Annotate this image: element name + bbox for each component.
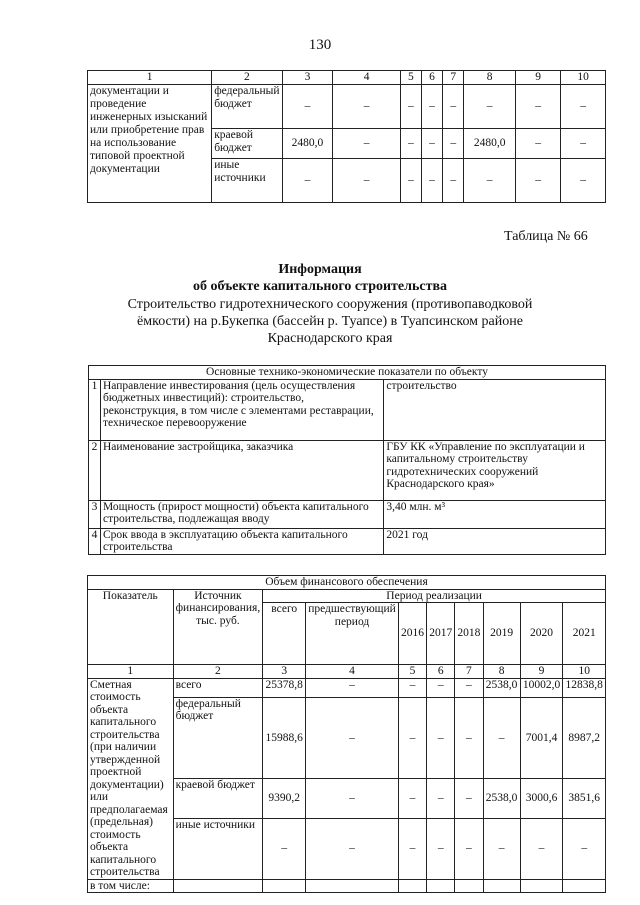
cont-header-cell: 3 (282, 71, 333, 85)
fin-value-cell: 8987,2 (563, 697, 606, 779)
tech-row-label: Наименование застройщика, заказчика (100, 440, 383, 500)
fin-value-cell: 15988,6 (263, 697, 306, 779)
cont-header-cell: 5 (400, 71, 421, 85)
fin-number-cell: 6 (427, 665, 455, 679)
fin-footer-empty (455, 879, 483, 893)
continuation-table (87, 70, 606, 203)
fin-number-cell: 1 (88, 665, 174, 679)
fin-col-year: 2019 (483, 603, 520, 665)
cont-header-cell: 10 (561, 71, 606, 85)
fin-value-cell: – (306, 678, 399, 697)
cont-value-cell: – (464, 85, 516, 129)
fin-value-cell: – (398, 678, 426, 697)
fin-col-year: 2020 (520, 603, 563, 665)
cont-value-cell: – (516, 159, 561, 203)
fin-value-cell: – (455, 779, 483, 818)
tech-row (89, 440, 606, 500)
fin-value-cell: – (427, 779, 455, 818)
tech-row-value: строительство (384, 379, 606, 440)
fin-value-cell: – (398, 818, 426, 879)
fin-value-cell: – (306, 697, 399, 779)
fin-header-row (88, 576, 606, 590)
fin-footer-empty (427, 879, 455, 893)
cont-value-cell: – (333, 159, 400, 203)
cont-value-cell: – (400, 129, 421, 159)
fin-value-cell: – (306, 779, 399, 818)
fin-col-year: 2018 (455, 603, 483, 665)
cont-value-cell: – (333, 129, 400, 159)
fin-col-year: 2017 (427, 603, 455, 665)
cont-header-cell: 9 (516, 71, 561, 85)
fin-value-cell: – (455, 678, 483, 697)
cont-value-cell: – (443, 129, 464, 159)
tech-row-value: 3,40 млн. м³ (384, 500, 606, 528)
document-title: Информация (278, 262, 362, 277)
fin-value-cell: – (427, 697, 455, 779)
cont-value-cell: 2480,0 (282, 129, 333, 159)
fin-col-year: 2016 (398, 603, 426, 665)
fin-header: Объем финансового обеспечения (88, 576, 606, 590)
fin-number-cell: 4 (306, 665, 399, 679)
fin-value-cell: – (455, 818, 483, 879)
fin-number-cell: 8 (483, 665, 520, 679)
fin-value-cell: – (520, 818, 563, 879)
fin-value-cell: 7001,4 (520, 697, 563, 779)
cont-header-cell: 8 (464, 71, 516, 85)
fin-source-cell: всего (173, 678, 263, 697)
fin-value-cell: – (398, 697, 426, 779)
cont-source-cell: иные источники (212, 159, 282, 203)
cont-value-cell: 2480,0 (464, 129, 516, 159)
cont-value-cell: – (443, 85, 464, 129)
fin-footer-empty (306, 879, 399, 893)
fin-subheader-row (88, 589, 606, 603)
tech-row-number: 1 (89, 379, 101, 440)
cont-value-cell: – (464, 159, 516, 203)
fin-value-cell: – (427, 678, 455, 697)
fin-value-cell: – (483, 818, 520, 879)
tech-row-label: Мощность (прирост мощности) объекта капитального строительства, подлежащая вводу (100, 500, 383, 528)
fin-footer-empty (398, 879, 426, 893)
cont-indicator-cell: документации и проведение инженерных изысканий или приобретение прав на использование типовой проектной документации (88, 85, 212, 203)
cont-header-row (88, 71, 606, 85)
fin-footer-empty (263, 879, 306, 893)
cont-header-cell: 2 (212, 71, 282, 85)
tech-row-value: ГБУ КК «Управление по эксплуатации и капитальному строительству гидротехнических сооружений Краснодарского края» (384, 440, 606, 500)
fin-col-prev: предшествующий период (306, 603, 399, 665)
cont-value-cell: – (561, 85, 606, 129)
tech-row-label: Направление инвестирования (цель осуществления бюджетных инвестиций): строительство, реконструкция, в том числе с элементами реставрации, техническое перевооружение (100, 379, 383, 440)
tech-indicators-table (88, 365, 606, 555)
cont-source-cell: краевой бюджет (212, 129, 282, 159)
fin-col-total: всего (263, 603, 306, 665)
cont-value-cell: – (400, 159, 421, 203)
cont-value-cell: – (516, 85, 561, 129)
fin-footer-row (88, 879, 606, 893)
fin-number-cell: 3 (263, 665, 306, 679)
fin-indicator-cell: Сметная стоимость объекта капитального строительства (при наличии утвержденной проектной документации) или предполагаемая (предельная) стоимость объекта капитального строительства (88, 678, 174, 879)
fin-footer-empty (483, 879, 520, 893)
tech-row (89, 528, 606, 554)
fin-value-cell: 3851,6 (563, 779, 606, 818)
cont-header-cell: 7 (443, 71, 464, 85)
cont-value-cell: – (443, 159, 464, 203)
tech-row-value: 2021 год (384, 528, 606, 554)
fin-col-period: Период реализации (263, 589, 606, 603)
fin-col-indicator: Показатель (88, 589, 174, 665)
fin-number-cell: 2 (173, 665, 263, 679)
cont-value-cell: – (421, 129, 442, 159)
fin-value-cell: – (427, 818, 455, 879)
fin-value-cell: – (455, 697, 483, 779)
cont-value-cell: – (561, 159, 606, 203)
cont-value-cell: – (516, 129, 561, 159)
fin-value-cell: 9390,2 (263, 779, 306, 818)
fin-value-cell: 2538,0 (483, 678, 520, 697)
fin-value-cell: – (563, 818, 606, 879)
cont-value-cell: – (282, 159, 333, 203)
fin-source-cell: краевой бюджет (173, 779, 263, 818)
fin-value-cell: – (263, 818, 306, 879)
financing-table (87, 575, 606, 893)
fin-value-cell: – (306, 818, 399, 879)
fin-value-cell: 25378,8 (263, 678, 306, 697)
tech-row-number: 3 (89, 500, 101, 528)
tech-header-row (89, 366, 606, 380)
fin-number-cell: 5 (398, 665, 426, 679)
cont-value-cell: – (400, 85, 421, 129)
fin-value-cell: 10002,0 (520, 678, 563, 697)
page-number: 130 (308, 37, 332, 53)
cont-row-federal (88, 85, 606, 129)
tech-row-number: 4 (89, 528, 101, 554)
fin-col-source: Источник финансирования, тыс. руб. (173, 589, 263, 665)
fin-source-cell: иные источники (173, 818, 263, 879)
fin-footer-empty (520, 879, 563, 893)
tech-row (89, 379, 606, 440)
fin-number-cell: 9 (520, 665, 563, 679)
fin-number-row (88, 665, 606, 679)
cont-value-cell: – (421, 159, 442, 203)
cont-header-cell: 1 (88, 71, 212, 85)
fin-footer-empty (563, 879, 606, 893)
fin-col-year: 2021 (563, 603, 606, 665)
fin-row-total (88, 678, 606, 697)
cont-source-cell: федеральный бюджет (212, 85, 282, 129)
object-name: Строительство гидротехнического сооружения (противопаводковой ёмкости) на р.Букепка (бассейн р. Туапсе) в Туапсинском районе Краснодарского края (127, 297, 533, 346)
fin-value-cell: 2538,0 (483, 779, 520, 818)
document-title-sub: об объекте капитального строительства (192, 279, 448, 294)
table-label: Таблица № 66 (504, 229, 588, 244)
cont-header-cell: 4 (333, 71, 400, 85)
cont-value-cell: – (421, 85, 442, 129)
tech-row-label: Срок ввода в эксплуатацию объекта капитального строительства (100, 528, 383, 554)
cont-header-cell: 6 (421, 71, 442, 85)
tech-row (89, 500, 606, 528)
tech-header: Основные технико-экономические показатели по объекту (89, 366, 606, 380)
fin-value-cell: – (398, 779, 426, 818)
fin-footer-empty (173, 879, 263, 893)
fin-value-cell: 3000,6 (520, 779, 563, 818)
cont-value-cell: – (561, 129, 606, 159)
tech-row-number: 2 (89, 440, 101, 500)
fin-source-cell: федеральный бюджет (173, 697, 263, 779)
cont-value-cell: – (333, 85, 400, 129)
fin-value-cell: 12838,8 (563, 678, 606, 697)
cont-value-cell: – (282, 85, 333, 129)
fin-number-cell: 7 (455, 665, 483, 679)
fin-number-cell: 10 (563, 665, 606, 679)
fin-value-cell: – (483, 697, 520, 779)
fin-footer: в том числе: (88, 879, 174, 893)
